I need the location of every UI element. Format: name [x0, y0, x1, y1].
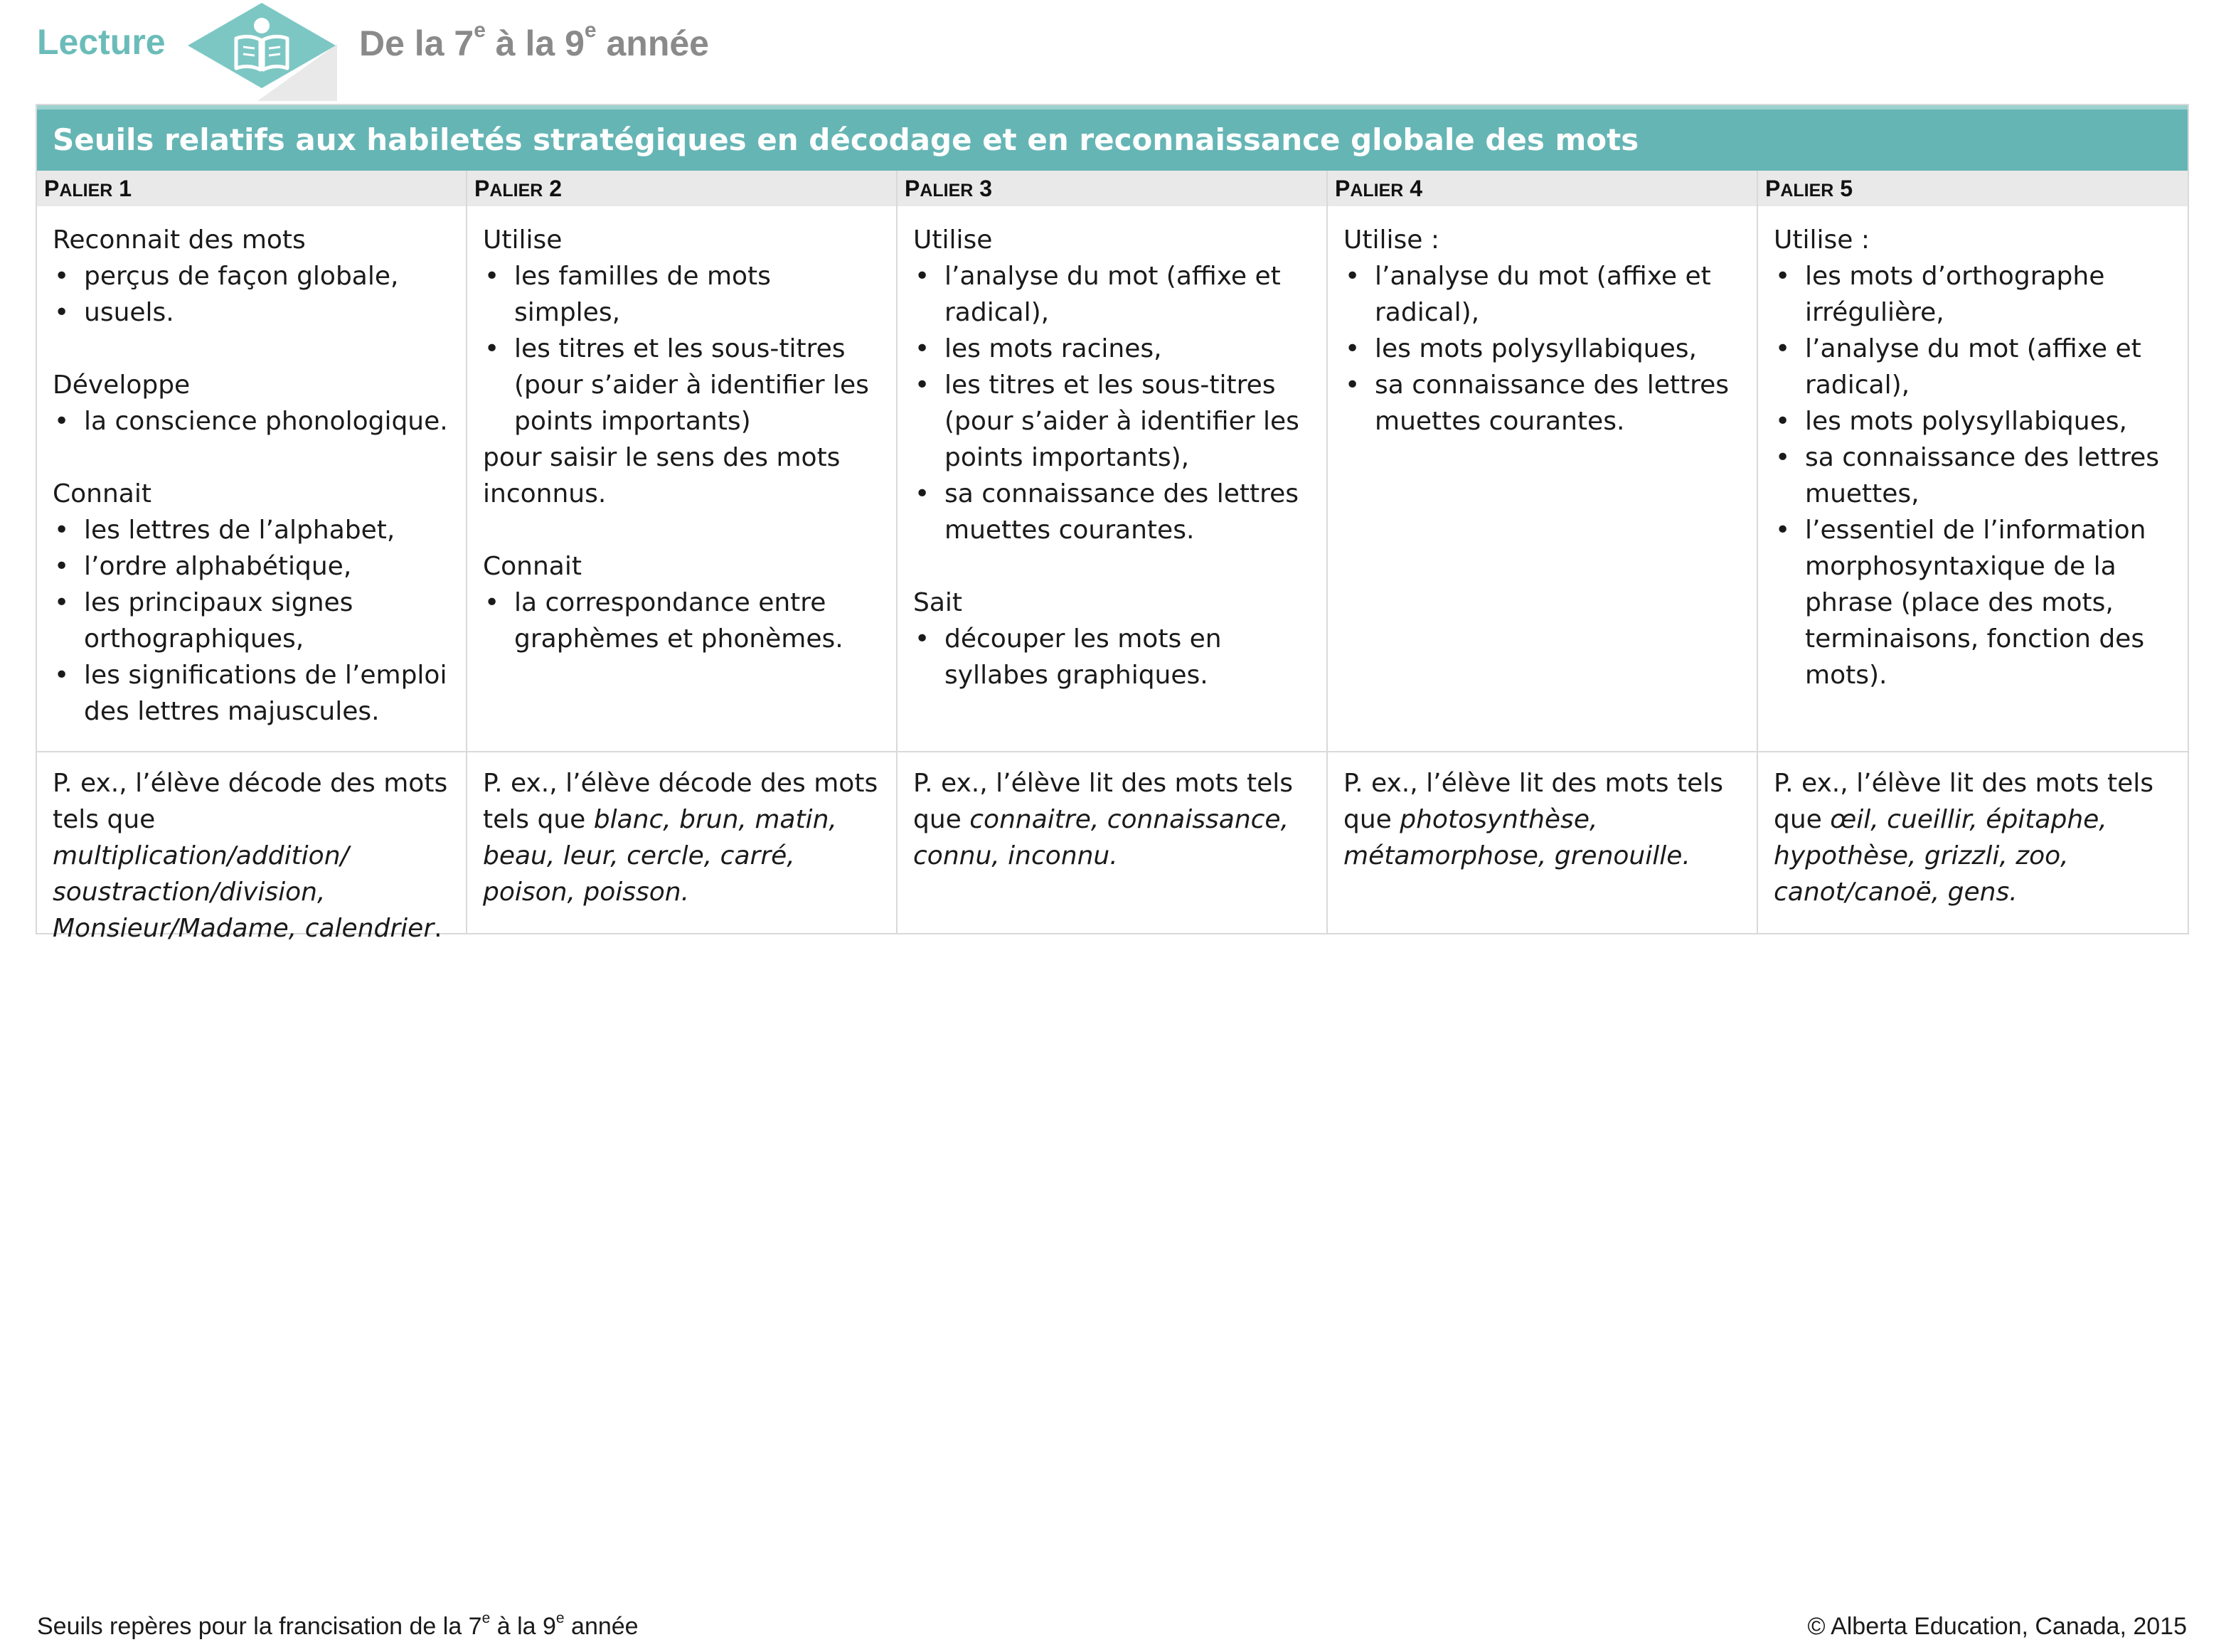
skill-lead: Utilise :	[1774, 225, 1870, 255]
list-item: • sa connaissance des lettres muettes courantes.	[913, 476, 1312, 548]
list-item: • la correspondance entre graphèmes et phonèmes.	[483, 585, 882, 657]
example-cell-palier-4: P. ex., l’élève lit des mots tels que photosynthèse, métamorphose, grenouille.	[1328, 752, 1758, 933]
example-cell-palier-2: P. ex., l’élève décode des mots tels que blanc, brun, matin, beau, leur, cercle, carré, poison, poisson.	[467, 752, 898, 933]
list-item: • découper les mots en syllabes graphiques.	[913, 621, 1312, 693]
list-item: • les mots d’orthographe irrégulière,	[1774, 258, 2173, 331]
list-item: • les mots polysyllabiques,	[1343, 331, 1742, 367]
column-header-palier-5: PALIER 5	[1765, 176, 1853, 201]
list-item: • perçus de façon globale,	[53, 258, 452, 294]
skill-lead: Connait	[53, 479, 151, 508]
grade-range-title: De la 7e à la 9e année	[359, 18, 709, 63]
list-item: • sa connaissance des lettres muettes courantes.	[1343, 367, 1742, 439]
list-item: • les familles de mots simples,	[483, 258, 882, 331]
list-item: • l’analyse du mot (affixe et radical),	[1343, 258, 1742, 331]
list-item: • les principaux signes orthographiques,	[53, 585, 452, 657]
skills-cell-palier-3	[898, 206, 1328, 751]
list-item: • les titres et les sous-titres (pour s’aider à identifier les points importants),	[913, 367, 1312, 476]
list-item: • les titres et les sous-titres (pour s’aider à identifier les points importants)	[483, 331, 882, 439]
list-item: • l’ordre alphabétique,	[53, 548, 452, 585]
footer-copyright: © Alberta Education, Canada, 2015	[1807, 1613, 2187, 1640]
skills-cell-palier-2	[467, 206, 898, 751]
table-header-row	[37, 171, 2188, 206]
skills-cell-palier-4	[1328, 206, 1758, 751]
skill-lead: Utilise	[483, 225, 563, 255]
skill-lead: Connait	[483, 552, 582, 581]
list-item: • usuels.	[53, 294, 452, 331]
skill-list	[53, 403, 452, 439]
reading-book-icon	[186, 1, 337, 101]
column-header-palier-3: PALIER 3	[898, 171, 1328, 206]
skill-list	[53, 512, 452, 730]
list-item: • la conscience phonologique.	[53, 403, 452, 439]
skill-lead: Reconnait des mots	[53, 225, 306, 255]
skills-cell-palier-5	[1758, 206, 2188, 751]
list-item: • les mots racines,	[913, 331, 1312, 367]
example-cell-palier-3: P. ex., l’élève lit des mots tels que connaitre, connaissance, connu, inconnu.	[898, 752, 1328, 933]
skill-list	[913, 621, 1312, 693]
list-item: • sa connaissance des lettres muettes,	[1774, 439, 2173, 512]
list-item: • l’analyse du mot (affixe et radical),	[1774, 331, 2173, 403]
skill-lead: Sait	[913, 588, 963, 617]
skill-list	[483, 258, 882, 439]
skill-list	[53, 258, 452, 331]
list-item: • les lettres de l’alphabet,	[53, 512, 452, 548]
skill-lead: Utilise :	[1343, 225, 1439, 255]
example-cell-palier-1: P. ex., l’élève décode des mots tels que multiplication/addition/ soustraction/division, Monsieur/Madame, calendrier.	[37, 752, 467, 933]
skill-list	[483, 585, 882, 657]
list-item: • l’essentiel de l’information morphosyntaxique de la phrase (place des mots, terminaisons, fonction des mots).	[1774, 512, 2173, 693]
thresholds-table	[36, 104, 2189, 943]
examples-row	[37, 752, 2188, 943]
skills-row	[37, 206, 2188, 752]
skill-lead: Développe	[53, 371, 191, 400]
table-title: Seuils relatifs aux habiletés stratégiques en décodage et en reconnaissance globale des mots	[37, 105, 2188, 171]
section-title: Lecture	[37, 22, 166, 62]
skill-lead: Utilise	[913, 225, 993, 255]
skills-cell-palier-1	[37, 206, 467, 751]
skill-list	[913, 258, 1312, 548]
footer-document-title: Seuils repères pour la francisation de la 7e à la 9e année	[37, 1610, 639, 1640]
skill-tail: pour saisir le sens des mots inconnus.	[483, 443, 841, 508]
list-item: • les significations de l’emploi des lettres majuscules.	[53, 657, 452, 730]
list-item: • l’analyse du mot (affixe et radical),	[913, 258, 1312, 331]
list-item: • les mots polysyllabiques,	[1774, 403, 2173, 439]
column-header-palier-2: PALIER 2	[467, 171, 898, 206]
column-header-palier-4: PALIER 4	[1328, 171, 1758, 206]
skill-list	[1774, 258, 2173, 693]
skill-list	[1343, 258, 1742, 439]
column-header-palier-1: PALIER 1	[37, 171, 467, 206]
example-cell-palier-5: P. ex., l’élève lit des mots tels que œil, cueillir, épitaphe, hypothèse, grizzli, zoo, canot/canoë, gens.	[1774, 769, 2153, 907]
